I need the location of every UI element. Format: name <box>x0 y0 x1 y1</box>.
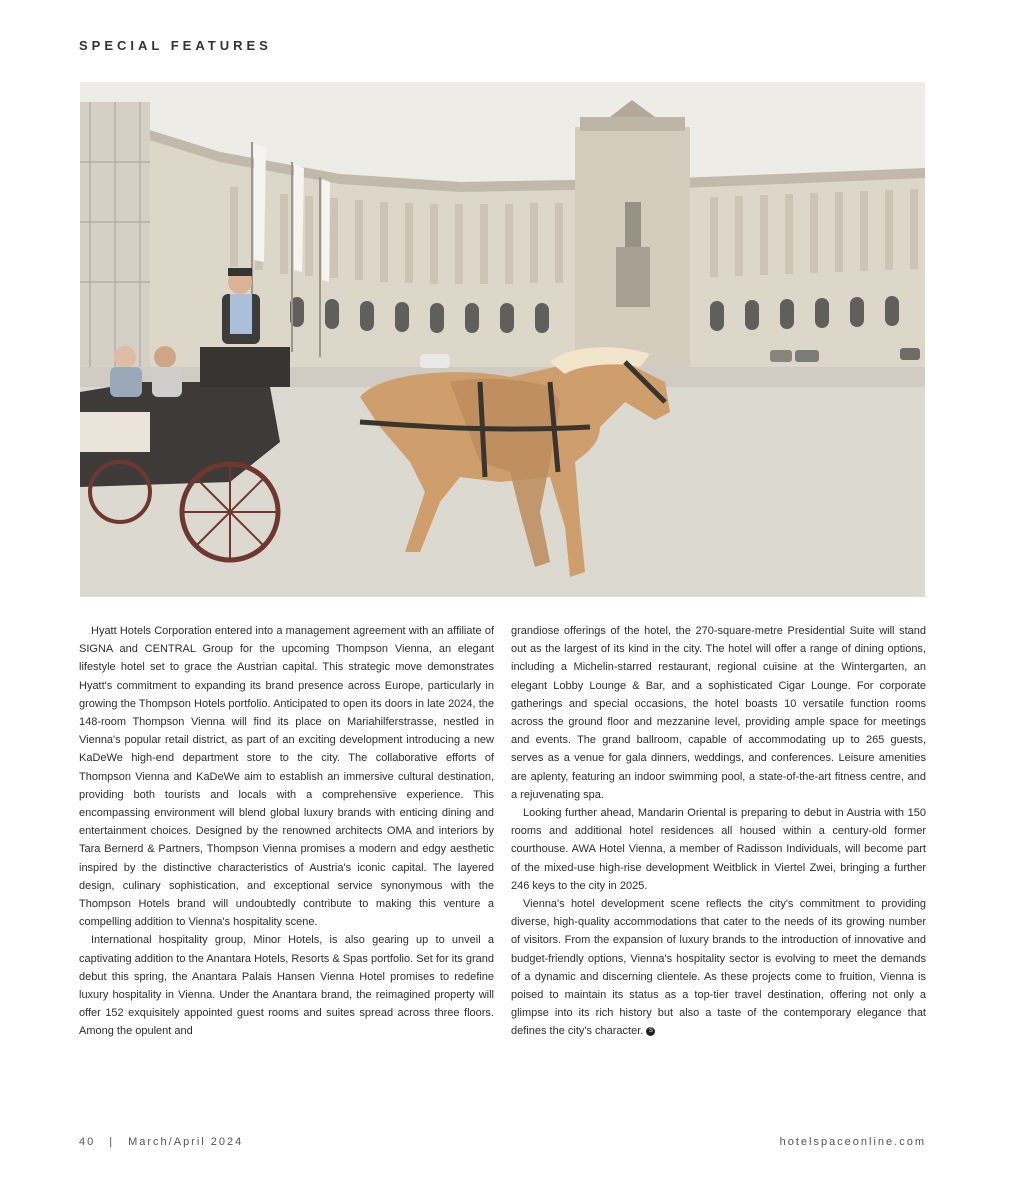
article-body <box>79 622 926 1041</box>
end-of-article-mark: S <box>646 1027 655 1036</box>
hero-photo-horse-carriage-hofburg <box>80 82 925 597</box>
article-paragraph-final <box>511 895 926 1041</box>
article-paragraph: International hospitality group, Minor Hotels, is also gearing up to unveil a captivating addition to the Anantara Hotels, Resorts & Spas portfolio. Set for its grand debut this spring, the Anantara Palais Hansen Vienna Hotel promises to redefine luxury hospitality in Vienna. Under the Anantara brand, the reimagined property will offer 152 exquisitely appointed guest rooms and suites spread across three floors. Among the opulent and <box>79 934 494 1038</box>
issue-date: March/April 2024 <box>128 1136 244 1148</box>
footer-left <box>79 1136 243 1148</box>
section-title: SPECIAL FEATURES <box>79 38 272 53</box>
article-column-left <box>79 622 494 1041</box>
page-number: 40 <box>79 1136 96 1148</box>
article-paragraph: Looking further ahead, Mandarin Oriental is preparing to debut in Austria with 150 rooms and additional hotel residences all housed within a century-old former courthouse. AWA Hotel Vienna, a member of Radisson Individuals, will become part of the mixed-use high-rise development Weitblick in Viertel Zwei, bringing a further 246 keys to the city in 2025. <box>511 807 926 892</box>
article-paragraph: Hyatt Hotels Corporation entered into a management agreement with an affiliate of SIGNA and CENTRAL Group for the upcoming Thompson Vienna, an elegant lifestyle hotel set to grace the Austrian capital. This strategic move demonstrates Hyatt's commitment to expanding its brand presence across Europe, particularly in growing the Thompson Hotels portfolio. Anticipated to open its doors in late 2024, the 148-room Thompson Vienna will find its place on Mariahilferstrasse, nestled in Vienna's popular retail district, as part of an exciting development introducing a new KaDeWe high-end department store to the city. The collaborative efforts of Thompson Vienna and KaDeWe aim to establish an immersive cultural destination, providing both tourists and locals with a comprehensive experience. This encompassing environment will blend global luxury brands with enticing dining and entertainment choices. Designed by the renowned architects OMA and interiors by Tara Bernerd & Partners, Thompson Vienna promises a modern and edgy aesthetic inspired by the distinctive characteristics of Austria's iconic capital. The layered design, culinary sophistication, and exceptional service synonymous with the Thompson Hotels brand will undoubtedly contribute to making this venture a compelling addition to Vienna's hospitality scene. <box>79 625 494 929</box>
article-column-right <box>511 622 926 1041</box>
article-paragraph-text: Vienna's hotel development scene reflects the city's commitment to providing diverse, high-quality accommodations that cater to the needs of its growing number of visitors. From the expansion of luxury brands to the introduction of innovative and budget-friendly options, Vienna's hospitality sector is evolving to meet the demands of a dynamic and discerning clientele. As these projects come to fruition, Vienna is poised to maintain its status as a top-tier travel destination, offering not only a glimpse into its rich history but also a taste of the contemporary elegance that defines the city's character. <box>511 898 926 1038</box>
article-paragraph: grandiose offerings of the hotel, the 270-square-metre Presidential Suite will stand out as the largest of its kind in the city. The hotel will offer a range of dining options, including a Michelin-starred restaurant, regional cuisine at the Wintergarten, an elegant Lobby Lounge & Bar, and a sophisticated Cigar Lounge. For corporate gatherings and special occasions, the hotel boasts 10 versatile function rooms across the ground floor and mezzanine level, providing ample space for meetings and events. The grand ballroom, capable of accommodating up to 265 guests, serves as a venue for gala dinners, weddings, and conferences. Leisure amenities are aplenty, featuring an indoor swimming pool, a state-of-the-art fitness centre, and a rejuvenating spa. <box>511 625 926 801</box>
footer-separator: | <box>109 1136 115 1148</box>
website-url: hotelspaceonline.com <box>779 1136 926 1148</box>
